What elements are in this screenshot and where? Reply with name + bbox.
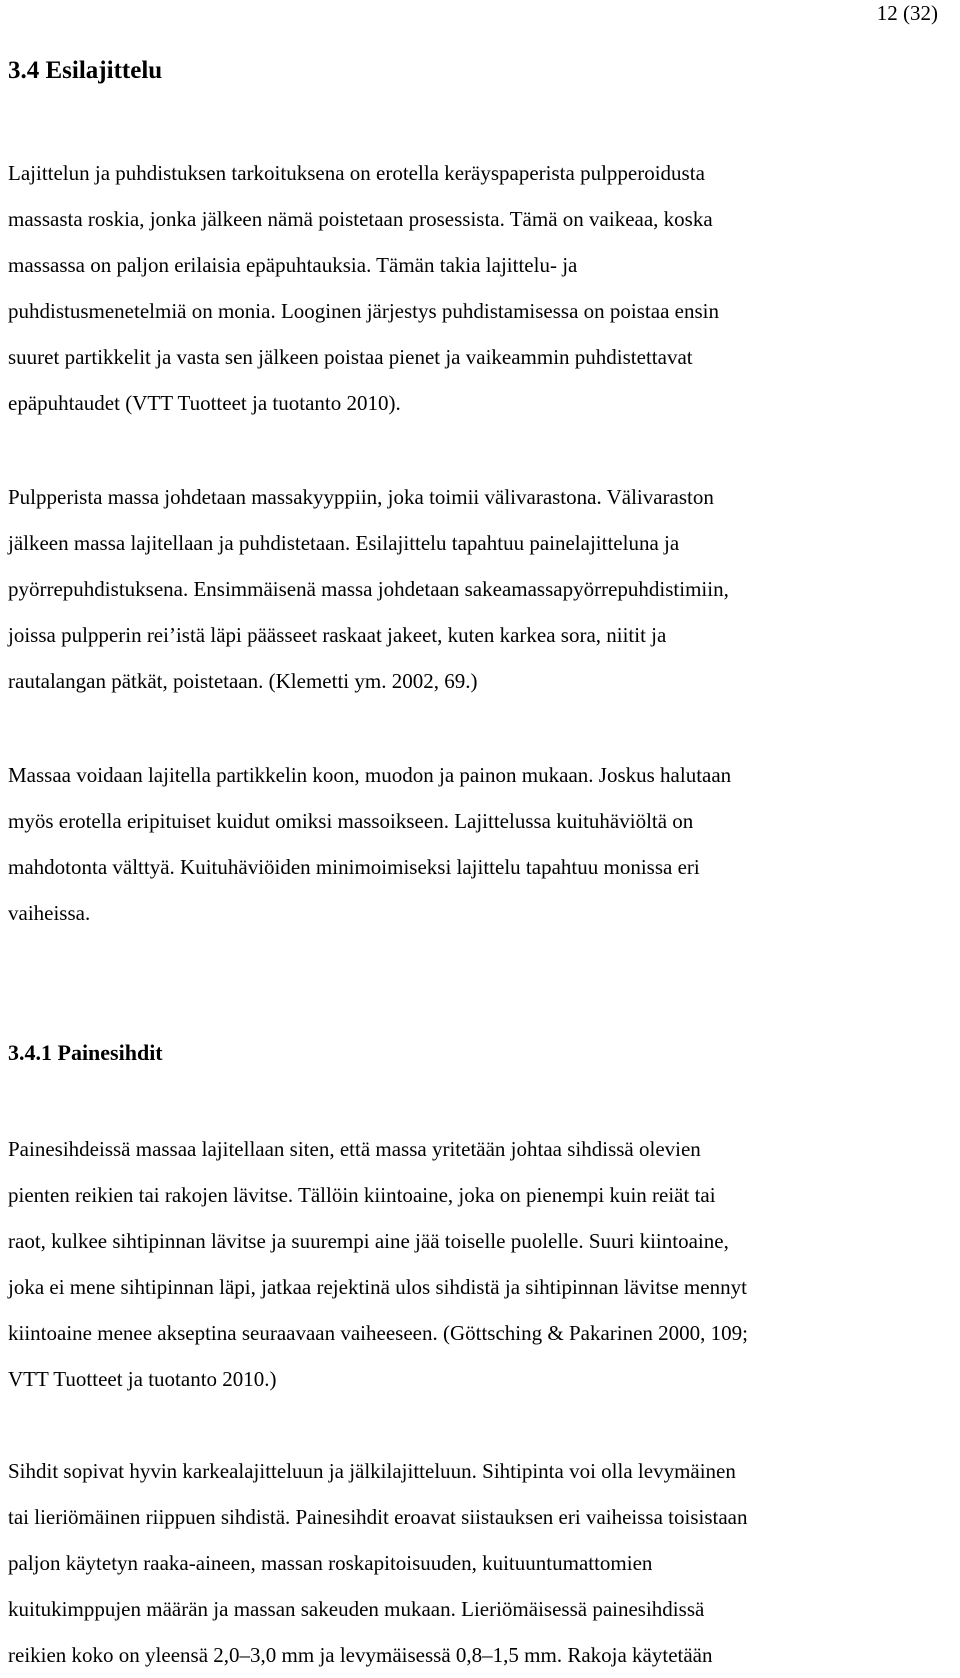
text-line: rautalangan pätkät, poistetaan. (Klemetti ym. 2002, 69.)	[8, 669, 478, 693]
text-line: puhdistusmenetelmiä on monia. Looginen järjestys puhdistamisessa on poistaa ensin	[8, 299, 719, 323]
text-line: vaiheissa.	[8, 901, 91, 925]
text-line: VTT Tuotteet ja tuotanto 2010.)	[8, 1367, 277, 1391]
text-line: Painesihdeissä massaa lajitellaan siten, että massa yritetään johtaa sihdissä olevien	[8, 1137, 701, 1161]
text-line: Massaa voidaan lajitella partikkelin koon, muodon ja painon mukaan. Joskus halutaan	[8, 763, 732, 787]
text-line: jälkeen massa lajitellaan ja puhdistetaan. Esilajittelu tapahtuu painelajitteluna ja	[8, 531, 680, 555]
text-line: kuitukimppujen määrän ja massan sakeuden mukaan. Lieriömäisessä painesihdissä	[8, 1597, 705, 1621]
text-line: paljon käytetyn raaka-aineen, massan roskapitoisuuden, kuituuntumattomien	[8, 1551, 653, 1575]
paragraph-pressure-screens	[8, 1126, 928, 1402]
text-line: joissa pulpperin rei’istä läpi päässeet raskaat jakeet, kuten karkea sora, niitit ja	[8, 623, 667, 647]
text-line: pienten reikien tai rakojen lävitse. Tällöin kiintoaine, joka on pienempi kuin reiät tai	[8, 1183, 716, 1207]
paragraph-sorting-criteria	[8, 752, 928, 936]
page-number: 12 (32)	[876, 1, 938, 25]
paragraph-pulper-flow	[8, 474, 928, 704]
text-line: Lajittelun ja puhdistuksen tarkoituksena on erotella keräyspaperista pulpperoidusta	[8, 161, 705, 185]
text-line: raot, kulkee sihtipinnan lävitse ja suurempi aine jää toiselle puolelle. Suuri kiintoaine,	[8, 1229, 729, 1253]
paragraph-sorting-purpose	[8, 150, 928, 426]
text-line: reikien koko on yleensä 2,0–3,0 mm ja levymäisessä 0,8–1,5 mm. Rakoja käytetään	[8, 1643, 713, 1667]
text-line: tai lieriömäinen riippuen sihdistä. Painesihdit eroavat siistauksen eri vaiheissa toisistaan	[8, 1505, 748, 1529]
text-line: massasta roskia, jonka jälkeen nämä poistetaan prosessista. Tämä on vaikeaa, koska	[8, 207, 713, 231]
paragraph-screen-types	[8, 1448, 928, 1678]
text-line: joka ei mene sihtipinnan läpi, jatkaa rejektinä ulos sihdistä ja sihtipinnan lävitse mennyt	[8, 1275, 747, 1299]
text-line: Pulpperista massa johdetaan massakyyppiin, joka toimii välivarastona. Välivaraston	[8, 485, 714, 509]
section-heading: 3.4 Esilajittelu	[8, 57, 163, 84]
subsection-heading: 3.4.1 Painesihdit	[8, 1040, 163, 1065]
text-line: Sihdit sopivat hyvin karkealajitteluun ja jälkilajitteluun. Sihtipinta voi olla levymäinen	[8, 1459, 736, 1483]
text-line: massassa on paljon erilaisia epäpuhtauksia. Tämän takia lajittelu- ja	[8, 253, 578, 277]
text-line: suuret partikkelit ja vasta sen jälkeen poistaa pienet ja vaikeammin puhdistettavat	[8, 345, 693, 369]
text-line: pyörrepuhdistuksena. Ensimmäisenä massa johdetaan sakeamassapyörrepuhdistimiin,	[8, 577, 729, 601]
text-line: mahdotonta välttyä. Kuituhäviöiden minimoimiseksi lajittelu tapahtuu monissa eri	[8, 855, 700, 879]
text-line: myös erotella eripituiset kuidut omiksi massoikseen. Lajittelussa kuituhäviöltä on	[8, 809, 694, 833]
text-line: kiintoaine menee akseptina seuraavaan vaiheeseen. (Göttsching & Pakarinen 2000, 109;	[8, 1321, 749, 1345]
text-line: epäpuhtaudet (VTT Tuotteet ja tuotanto 2010).	[8, 391, 401, 415]
